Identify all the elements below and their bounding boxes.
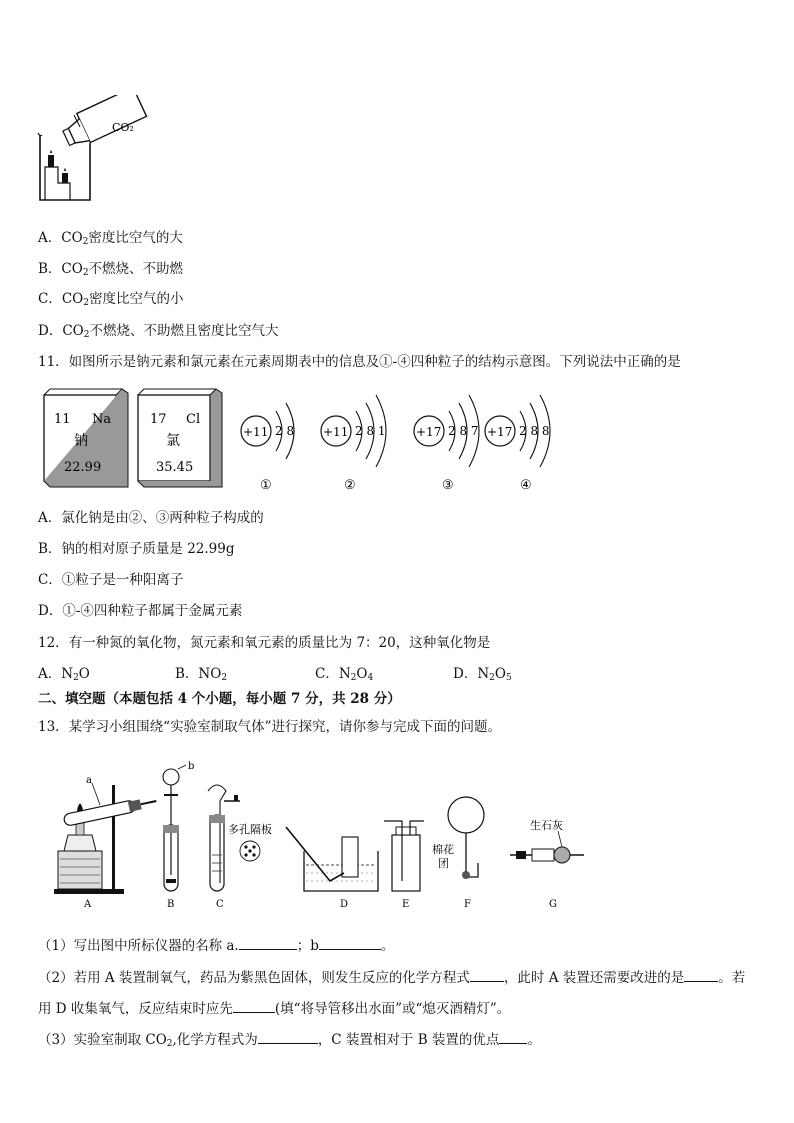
blank-b[interactable] xyxy=(319,936,381,950)
q10-option-d[interactable]: D．$CO_2$不燃烧、不助燃且密度比空气大 xyxy=(38,323,279,340)
atom-diagram-2 xyxy=(321,395,386,493)
apparatus-d xyxy=(286,827,378,910)
q11-figure xyxy=(38,385,598,495)
svg-text:G: G xyxy=(549,899,557,910)
svg-text:A: A xyxy=(84,899,92,910)
q13-apparatus-figure xyxy=(40,755,600,915)
apparatus-g xyxy=(510,818,584,910)
svg-text:2 8 7: 2 8 7 xyxy=(448,424,479,438)
q11-option-c[interactable]: C．①粒子是一种阳离子 xyxy=(38,572,184,588)
q12-stem: 12．有一种氮的氧化物，氮元素和氧元素的质量比为 7：20，这种氧化物是 xyxy=(38,635,491,651)
co2-bottle-label: CO₂ xyxy=(112,121,134,134)
svg-text:氯: 氯 xyxy=(166,433,180,449)
q12-option-b[interactable]: B．$NO_2$ xyxy=(175,666,228,683)
q11-option-b[interactable]: B．钠的相对原子质量是 22.99g xyxy=(38,541,235,557)
q13-part2-line2: 用 D 收集氧气，反应结束时应先 (填“将导管移出水面”或“熄灭酒精灯”。 xyxy=(38,1001,511,1017)
svg-text:2 8 1: 2 8 1 xyxy=(355,424,386,438)
svg-text:棉花: 棉花 xyxy=(432,843,454,856)
q13-stem: 13．某学习小组围绕“实验室制取气体”进行探究，请你参与完成下面的问题。 xyxy=(38,719,501,735)
q12-option-a[interactable]: A．$N_2O$ xyxy=(38,666,90,683)
svg-text:+17: +17 xyxy=(416,425,442,439)
svg-text:a: a xyxy=(86,775,92,786)
svg-text:钠: 钠 xyxy=(74,433,88,449)
blank-equation[interactable] xyxy=(470,968,504,982)
svg-text:B: B xyxy=(167,899,175,910)
svg-text:+11: +11 xyxy=(323,425,349,439)
q10-option-b[interactable]: B．$CO_2$不燃烧、不助燃 xyxy=(38,261,184,278)
svg-text:②: ② xyxy=(344,478,356,493)
svg-text:2 8: 2 8 xyxy=(275,424,295,438)
element-card-na xyxy=(44,389,128,487)
q10-option-c[interactable]: C．$CO_2$密度比空气的小 xyxy=(38,291,184,308)
apparatus-c xyxy=(208,785,272,910)
q13-part3: （3）实验室制取 $CO_2$,化学方程式为 ，C 装置相对于 B 装置的优点 。 xyxy=(38,1032,541,1049)
apparatus-b xyxy=(163,761,194,910)
apparatus-a xyxy=(54,775,158,910)
svg-text:b: b xyxy=(188,761,195,772)
svg-text:E: E xyxy=(402,899,410,910)
atom-diagram-4 xyxy=(485,395,550,493)
blank-improvement[interactable] xyxy=(684,968,718,982)
blank-a[interactable] xyxy=(239,936,297,950)
svg-text:④: ④ xyxy=(520,478,532,493)
q10-option-a[interactable]: A．$CO_2$密度比空气的大 xyxy=(38,230,183,247)
svg-text:35.45: 35.45 xyxy=(156,460,194,475)
q13-part2-line1: （2）若用 A 装置制氧气，药品为紫黑色固体，则发生反应的化学方程式 ，此时 A 装置还需要改进的是 。若 xyxy=(38,970,746,986)
apparatus-f xyxy=(432,797,484,910)
q11-stem: 11．如图所示是钠元素和氯元素在元素周期表中的信息及①-④四种粒子的结构示意图。下列说法中正确的是 xyxy=(38,354,681,370)
apparatus-e xyxy=(384,821,424,910)
svg-text:+17: +17 xyxy=(487,425,513,439)
svg-text:+11: +11 xyxy=(243,425,269,439)
q12-option-d[interactable]: D．$N_2O_5$ xyxy=(453,666,512,683)
svg-text:Na: Na xyxy=(92,412,112,427)
svg-text:F: F xyxy=(464,899,471,910)
svg-text:D: D xyxy=(340,899,349,910)
svg-text:2 8 8: 2 8 8 xyxy=(519,424,550,438)
svg-text:生石灰: 生石灰 xyxy=(530,819,563,832)
q11-option-a[interactable]: A．氯化钠是由②、③两种粒子构成的 xyxy=(38,510,264,526)
blank-co2-equation[interactable] xyxy=(258,1030,318,1044)
svg-text:11: 11 xyxy=(54,412,71,427)
q11-option-d[interactable]: D．①-④四种粒子都属于金属元素 xyxy=(38,603,243,619)
atom-diagram-3 xyxy=(414,395,479,493)
svg-text:17: 17 xyxy=(150,412,167,427)
svg-text:多孔隔板: 多孔隔板 xyxy=(228,823,272,836)
q12-option-c[interactable]: C．$N_2O_4$ xyxy=(315,666,374,683)
section-title: 二、填空题（本题包括 4 个小题，每小题 7 分，共 28 分） xyxy=(38,691,401,707)
co2-pouring-figure xyxy=(30,95,170,205)
q13-part1: （1）写出图中所标仪器的名称 a. ；b 。 xyxy=(38,938,395,954)
svg-text:①: ① xyxy=(260,478,272,493)
blank-first-step[interactable] xyxy=(233,999,275,1013)
atom-diagram-1 xyxy=(241,403,294,493)
svg-text:Cl: Cl xyxy=(186,412,201,427)
element-card-cl xyxy=(138,389,222,487)
svg-text:C: C xyxy=(216,899,224,910)
svg-text:③: ③ xyxy=(442,478,454,493)
blank-advantage[interactable] xyxy=(499,1030,527,1044)
svg-text:团: 团 xyxy=(438,857,449,870)
svg-text:22.99: 22.99 xyxy=(64,460,102,475)
